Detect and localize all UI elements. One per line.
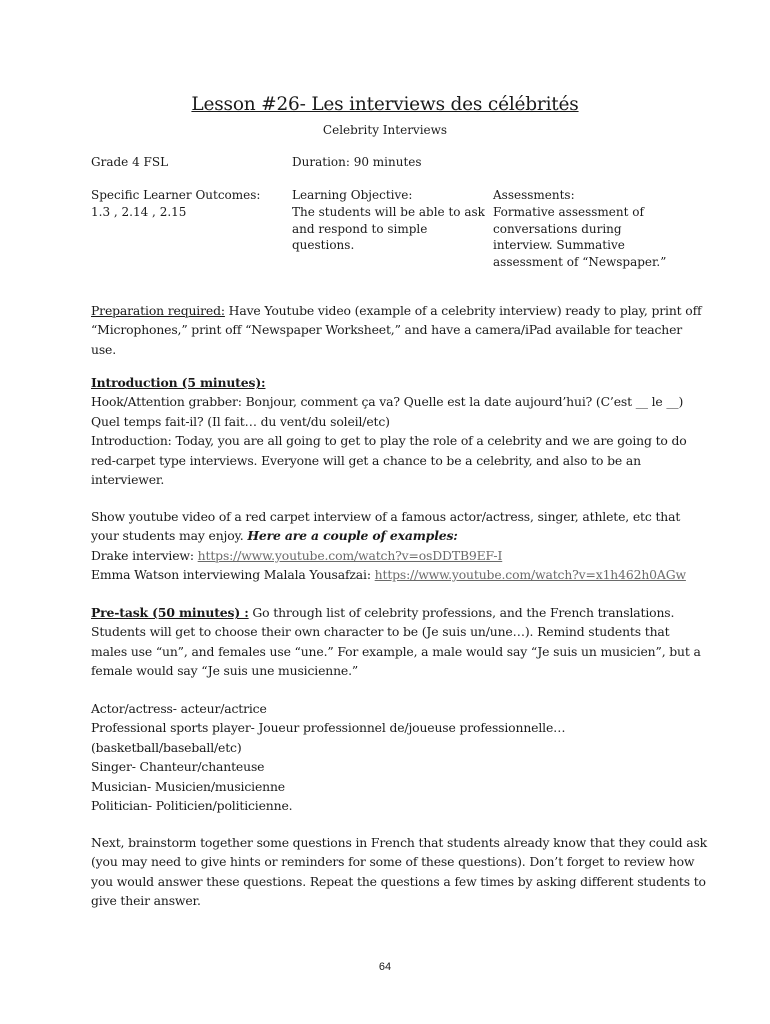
objective-line: and respond to simple [292,221,428,236]
brainstorm-line: give their answer. [91,893,201,909]
assessments-line: assessment of “Newspaper.” [493,255,667,270]
assessments-line: conversations during [493,221,622,236]
duration-label: Duration: 90 minutes [292,155,422,169]
introduction-heading: Introduction (5 minutes): [91,375,266,390]
preparation-text: “Microphones,” print off “Newspaper Worksheet,” and have a camera/iPad available for teacher [91,322,683,338]
assessments-line: Formative assessment of [493,204,644,219]
brainstorm-section [91,833,708,911]
preparation-label: Preparation required: [91,303,225,318]
preparation-section [91,301,702,359]
introduction-line: Quel temps fait-il? (Il fait… du vent/du soleil/etc) [91,413,390,429]
pretask-section [91,603,701,681]
pretask-line: Students will get to choose their own character to be (Je suis un/une…). Remind students that [91,624,670,640]
profession-item: Actor/actress- acteur/actrice [91,701,267,716]
profession-item: Singer- Chanteur/chanteuse [91,759,265,775]
lesson-subtitle: Celebrity Interviews [322,123,448,137]
pretask-heading: Pre-task (50 minutes) : [91,605,249,620]
preparation-text: Have Youtube video (example of a celebrity interview) ready to play, print off [224,303,702,318]
assessments-line: interview. Summative [493,238,625,253]
outcomes-heading: Specific Learner Outcomes: [91,188,261,202]
brainstorm-line: Next, brainstorm together some questions in French that students already know that they could ask [91,835,708,850]
introduction-section [91,373,691,489]
drake-label: Drake interview: [91,547,198,563]
introduction-line: red-carpet type interviews. Everyone will get a chance to be a celebrity, and also to be an [91,452,641,468]
outcomes-column [91,187,281,221]
profession-item: Musician- Musicien/musicienne [91,778,285,794]
brainstorm-line: you would answer these questions. Repeat the questions a few times by asking different students to [91,873,706,889]
professions-list [91,699,691,815]
grade-label: Grade 4 FSL [91,155,169,169]
lesson-title: Lesson #26- Les interviews des célébrités [191,94,579,115]
objective-heading: Learning Objective: [292,188,413,202]
page-number: 64 [378,961,392,973]
profession-item: (basketball/baseball/etc) [91,739,242,755]
video-line: your students may enjoy. [91,528,248,544]
video-line: Show youtube video of a red carpet interview of a famous actor/actress, singer, athlete, etc that [91,509,681,524]
pretask-text: Go through list of celebrity professions, and the French translations. [248,605,675,620]
preparation-text: use. [91,341,117,357]
profession-item: Politician- Politicien/politicienne. [91,798,293,814]
emma-label: Emma Watson interviewing Malala Yousafzai: [91,567,375,583]
pretask-line: female would say “Je suis une musicienne.” [91,663,359,679]
pretask-line: males use “un”, and females use “une.” For example, a male would say “Je suis un musicien”, but a [91,643,701,659]
drake-interview-link[interactable]: https://www.youtube.com/watch?v=osDDTB9EF-I [197,547,503,563]
emma-watson-interview-link[interactable]: https://www.youtube.com/watch?v=x1h462h0AGw [374,567,686,583]
video-section [91,507,691,585]
introduction-line: Hook/Attention grabber: Bonjour, comment ça va? Quelle est la date aujourd’hui? (C’est __ le __) [91,394,684,410]
objective-column [292,187,487,254]
assessments-heading: Assessments: [493,188,575,202]
profession-item: Professional sports player- Joueur professionnel de/joueuse professionnelle… [91,720,566,736]
objective-line: questions. [292,238,355,253]
outcomes-values: 1.3 , 2.14 , 2.15 [91,204,187,219]
objective-line: The students will be able to ask [292,204,485,219]
assessments-column [493,187,693,271]
introduction-line: Introduction: Today, you are all going to get to play the role of a celebrity and we are going to do [91,433,687,449]
brainstorm-line: (you may need to give hints or reminders for some of these questions). Don’t forget to review how [91,854,695,870]
introduction-line: interviewer. [91,472,165,488]
examples-label: Here are a couple of examples: [247,528,458,544]
